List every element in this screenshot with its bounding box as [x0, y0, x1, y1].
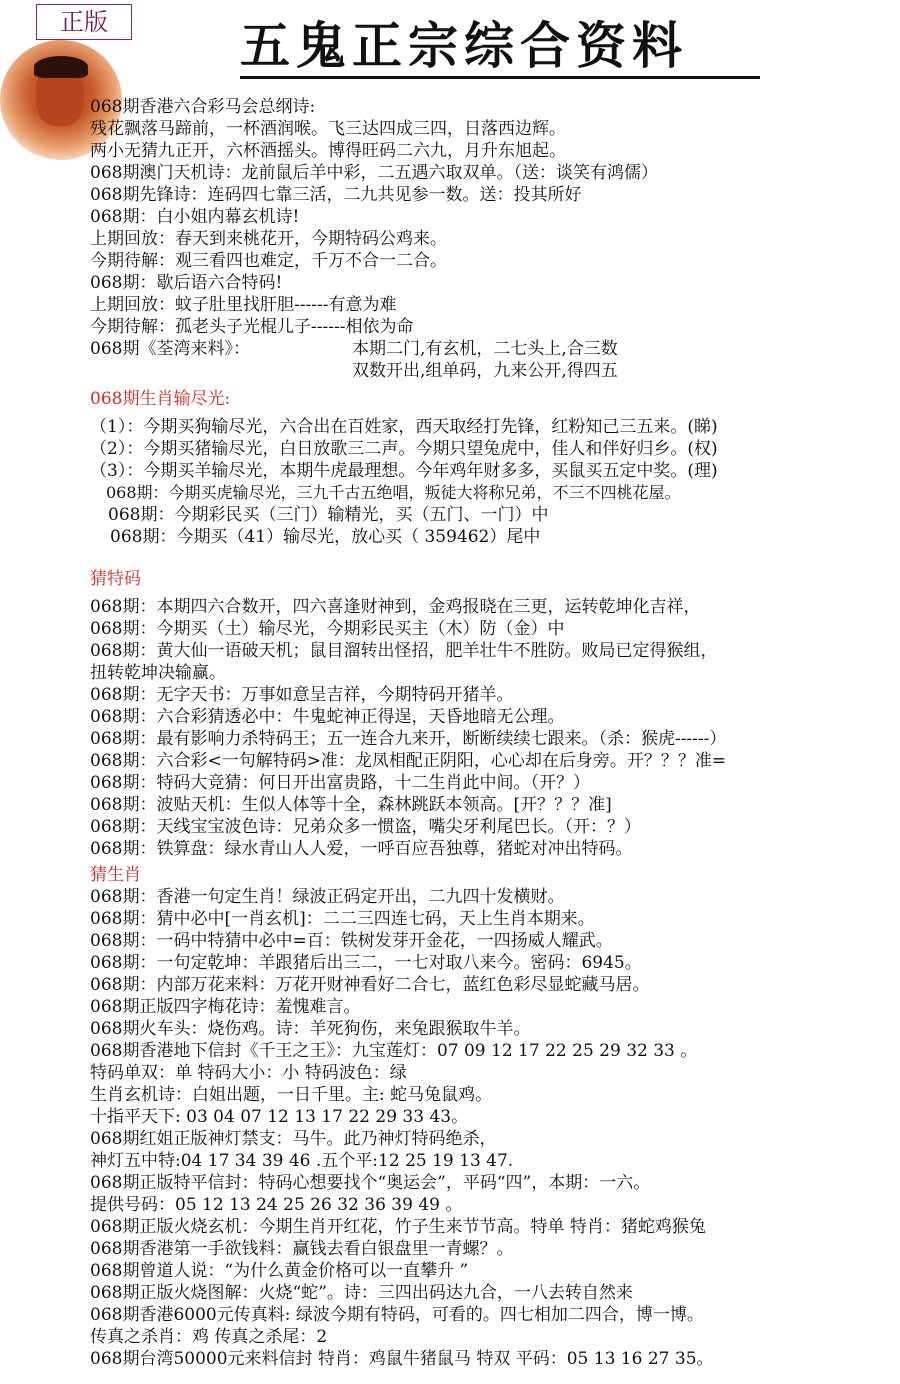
genuine-badge: 正版: [36, 4, 132, 40]
section-line: 068期：本期四六合数开，四六喜逢财神到，金鸡报晓在三更，运转乾坤化吉祥，: [90, 597, 701, 617]
section-line: 068期：特码大竞猜：何日开出富贵路，十二生肖此中间。（开？）: [90, 773, 590, 793]
section-line: 068期：今期买（41）输尽光，放心买（ 359462）尾中: [110, 527, 541, 547]
quanwan-label: 068期《荃湾来料》：: [90, 339, 250, 359]
section-line: 068期香港6000元传真料: 绿波今期有特码，可看的。四七相加二四合，博一博。: [90, 1305, 704, 1325]
section-line: 神灯五中特:04 17 34 39 46 .五个平:12 25 19 13 47.: [90, 1151, 514, 1171]
section-line: 068期：一句定乾坤：羊跟猪后出三二，一七对取八来今。密码：6945。: [90, 953, 642, 973]
section-line: 068期：黄大仙一语破天机；鼠目溜转出怪招，肥羊壮牛不胜防。败局已定得猴组，: [90, 641, 718, 661]
intro-line: 上期回放：蚊子肚里找肝胆------有意为难: [90, 295, 397, 315]
section-line: 068期曾道人说：“为什么黄金价格可以一直攀升 ”: [90, 1261, 469, 1281]
quanwan-line: 本期二门,有玄机，二七头上,合三数: [352, 339, 618, 359]
guess-zodiac-section: [90, 864, 890, 1370]
section-line: 传真之杀肖：鸡 传真之杀尾：2: [90, 1327, 328, 1347]
section-line: 068期：无字天书：万事如意呈吉祥，今期特码开猪羊。: [90, 685, 514, 705]
intro-line: 今期待解：孤老头子光棍儿子------相依为命: [90, 317, 414, 337]
section-line: （2）：今期买猪输尽光，白日放歌三二声。今期只望兔虎中，佳人和伴好归乡。(权): [90, 439, 718, 459]
section-line: 068期正版四字梅花诗：羞愧难言。: [90, 997, 361, 1017]
intro-line: 068期澳门天机诗：龙前鼠后羊中彩，二五遇六取双单。（送：谈笑有鸿儒）: [90, 163, 658, 183]
intro-line: 上期回放：春天到来桃花开，今期特码公鸡来。: [90, 229, 447, 249]
section-line: 十指平天下: 03 04 07 12 13 17 22 29 33 43。: [90, 1107, 469, 1127]
section-line: 068期：最有影响力杀特码王；五一连合九来开，断断续续七跟来。（杀：猴虎------）: [90, 729, 727, 749]
page-title: 五鬼正宗综合资料: [240, 16, 760, 79]
section-line: 068期：波贴天机：生似人体等十全，森林跳跃本领高。[开？？？准]: [90, 795, 612, 815]
quanwan-spacer: [90, 360, 352, 382]
intro-line: 068期先锋诗：连码四七靠三活，二九共见参一数。送：投其所好: [90, 185, 582, 205]
section-line: 068期香港地下信封《千王之王》：九宝莲灯：07 09 12 17 22 25 29 32 33 。: [90, 1041, 698, 1061]
quanwan-row: [90, 360, 890, 382]
section-line: 068期：香港一句定生肖！绿波正码定开出，二九四十发横财。: [90, 887, 565, 907]
zodiac-lose-section: [90, 388, 890, 548]
section-line: 068期：铁算盘：绿水青山人人爱，一呼百应吾独尊，猪蛇对冲出特码。: [90, 839, 633, 859]
section-line: 068期：六合彩猜透必中：牛鬼蛇神正得逞，天昏地暗无公理。: [90, 707, 565, 727]
section-line: （1）：今期买狗输尽光，六合出在百姓家，西天取经打先锋，红粉知己三五来。(睇): [90, 417, 718, 437]
section-line: 068期：猜中必中[一肖玄机]：二二三四连七码，天上生肖本期来。: [90, 909, 595, 929]
section-line: 068期：天线宝宝波色诗：兄弟众多一惯盗，嘴尖牙利尾巴长。（开：？）: [90, 817, 641, 837]
section-line: 068期正版特平信封：特码心想要找个“奥运会”，平码“四”，本期：一六。: [90, 1173, 651, 1193]
intro-line: 068期：歇后语六合特码!: [90, 273, 283, 293]
section-line: 068期：今期买（土）输尽光，今期彩民买主（木）防（金）中: [90, 619, 565, 639]
section-line: （3）：今期买羊输尽光，本期牛虎最理想。今年鸡年财多多，买鼠买五定中奖。(理): [90, 461, 718, 481]
section-line: 扭转乾坤决输赢。: [90, 663, 226, 683]
portrait-hair: [34, 56, 88, 78]
section-line: 068期火车头：烧伤鸡。诗：羊死狗伤，来兔跟猴取牛羊。: [90, 1019, 531, 1039]
section-line: 068期正版火烧图解：火烧“蛇”。诗：三四出码达九合，一八去转自然来: [90, 1283, 633, 1303]
intro-line: 残花飘落马蹄前，一杯酒润喉。飞三达四成三四，日落西边辉。: [90, 119, 566, 139]
section-line: 068期香港第一手欲钱料：赢钱去看白银盘里一青螺？。: [90, 1239, 514, 1259]
intro-section: [90, 96, 890, 382]
section-heading: 猜特码: [90, 569, 141, 589]
section-line: 提供号码：05 12 13 24 25 26 32 36 39 49 。: [90, 1195, 463, 1215]
section-heading: 猜生肖: [90, 865, 141, 885]
quanwan-line: 双数开出,组单码，九来公开,得四五: [352, 361, 618, 381]
section-line: 068期：内部万花来料：万花开财神看好二合七，蓝红色彩尽显蛇藏马居。: [90, 975, 650, 995]
section-heading: 068期生肖输尽光:: [90, 389, 231, 409]
intro-line: 两小无猜九正开，六杯酒摇头。博得旺码二六九，月升东旭起。: [90, 141, 566, 161]
intro-line: 068期香港六合彩马会总纲诗:: [90, 97, 316, 117]
section-line: 特码单双：单 特码大小：小 特码波色：绿: [90, 1063, 407, 1083]
section-line: 068期：六合彩<一句解特码>准：龙凤相配正阴阳，心心却在后身旁。开？？？准=: [90, 751, 727, 771]
section-line: 068期：今期买虎输尽光，三九千古五绝唱，叛徒大将称兄弟，不三不四桃花屋。: [106, 483, 681, 502]
section-line: 068期正版火烧玄机：今期生肖开红花，竹子生来节节高。特单 特肖：猪蛇鸡猴兔: [90, 1217, 706, 1237]
guess-number-section: [90, 568, 890, 860]
intro-line: 068期：白小姐内幕玄机诗!: [90, 207, 300, 227]
section-line: 068期：今期彩民买（三门）输精光，买（五门、一门）中: [108, 505, 549, 525]
section-line: 生肖玄机诗：白姐出题，一日千里。主: 蛇马兔鼠鸡。: [90, 1085, 493, 1105]
section-line: 068期：一码中特猜中必中=百：铁树发芽开金花，一四扬威人耀武。: [90, 931, 613, 951]
section-line: 068期红姐正版神灯禁支：马牛。此乃神灯特码绝杀，: [90, 1129, 497, 1149]
intro-line: 今期待解：观三看四也难定，千万不合一二合。: [90, 251, 447, 271]
quanwan-row: [90, 338, 890, 360]
section-line: 068期台湾50000元来料信封 特肖：鸡鼠牛猪鼠马 特双 平码：05 13 16 27 35。: [90, 1349, 714, 1369]
